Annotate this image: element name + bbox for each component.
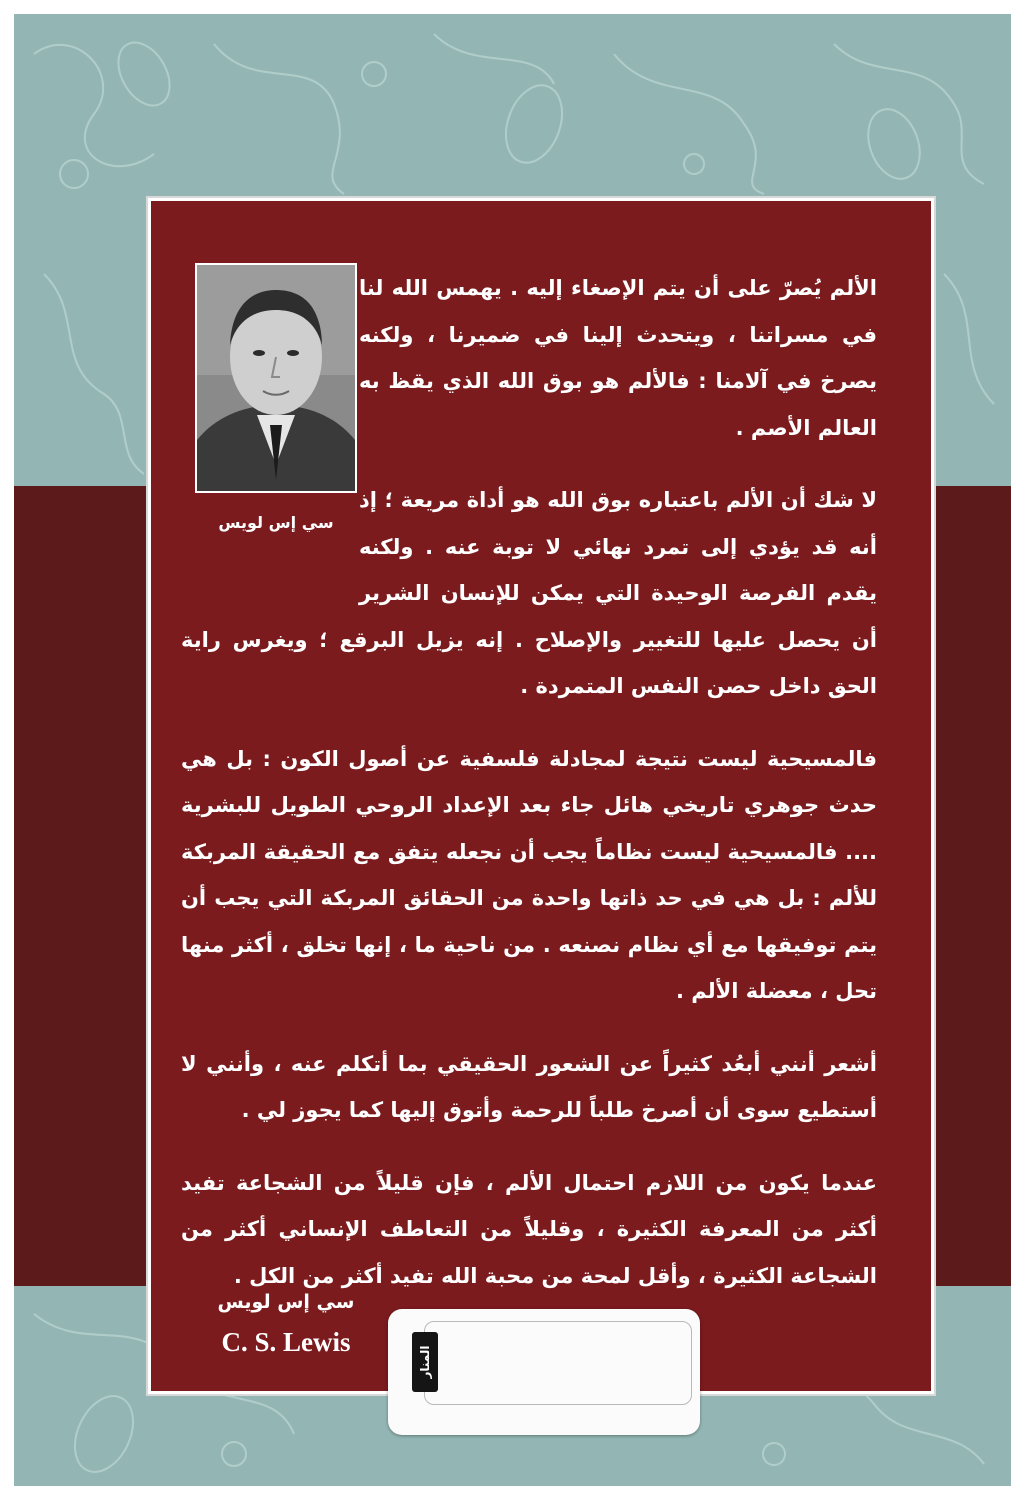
price-sticker bbox=[388, 1309, 700, 1435]
paragraph-3: فالمسيحية ليست نتيجة لمجادلة فلسفية عن أصول الكون : بل هي حدث جوهري تاريخي هائل جاء بعد الإعداد الروحي الطويل للبشرية .... فالمسيحية ليست نظاماً يجب أن نجعله يتفق مع الحقيقة المربكة للألم : بل هي في حد ذاتها واحدة من الحقائق المربكة التي يجب أن يتم توفيقها مع أي نظام نصنعه . من ناحية ما ، إنها تخلق ، أكثر منها تحل ، معضلة الألم . bbox=[181, 746, 877, 1003]
paragraph-4: أشعر أنني أبعُد كثيراً عن الشعور الحقيقي بما أتكلم عنه ، وأنني لا أستطيع سوى أن أصرخ طلباً للرحمة وأتوق إليها كما يجوز لي . bbox=[181, 1051, 877, 1122]
quote-text bbox=[181, 265, 877, 1288]
publisher-logo bbox=[412, 1332, 438, 1392]
text-panel bbox=[151, 201, 931, 1391]
portrait-spacer bbox=[181, 265, 359, 603]
signature-arabic: سي إس لويس bbox=[217, 1291, 355, 1313]
portrait-caption: سي إس لويس bbox=[218, 513, 334, 532]
sticker-frame bbox=[418, 1321, 692, 1405]
paragraph-2: لا شك أن الألم باعتباره بوق الله هو أداة مريعة ؛ إذ أنه قد يؤدي إلى تمرد نهائي لا توبة عنه . ولكنه يقدم الفرصة الوحيدة التي يمكن للإنسان الشرير أن يحصل عليها للتغيير والإصلاح . إنه يزيل البرقع ؛ ويغرس راية الحق داخل حصن النفس المتمردة . bbox=[181, 488, 877, 698]
signature-english: C. S. Lewis bbox=[221, 1327, 351, 1357]
publisher-logo-text: المنار bbox=[418, 1345, 432, 1379]
paragraph-1: الألم يُصرّ على أن يتم الإصغاء إليه . يهمس الله لنا في مسراتنا ، ويتحدث إلينا في ضميرنا ، ولكنه يصرخ في آلامنا : فالألم هو بوق الله الذي يقظ به العالم الأصم . bbox=[359, 276, 877, 440]
paragraph-5: عندما يكون من اللازم احتمال الألم ، فإن قليلاً من الشجاعة تفيد أكثر من المعرفة الكثيرة ، وقليلاً من التعاطف الإنساني أكثر من الشجاعة الكثيرة ، وأقل لمحة من محبة الله تفيد أكثر من الكل . bbox=[181, 1170, 877, 1288]
back-cover bbox=[14, 14, 1011, 1486]
